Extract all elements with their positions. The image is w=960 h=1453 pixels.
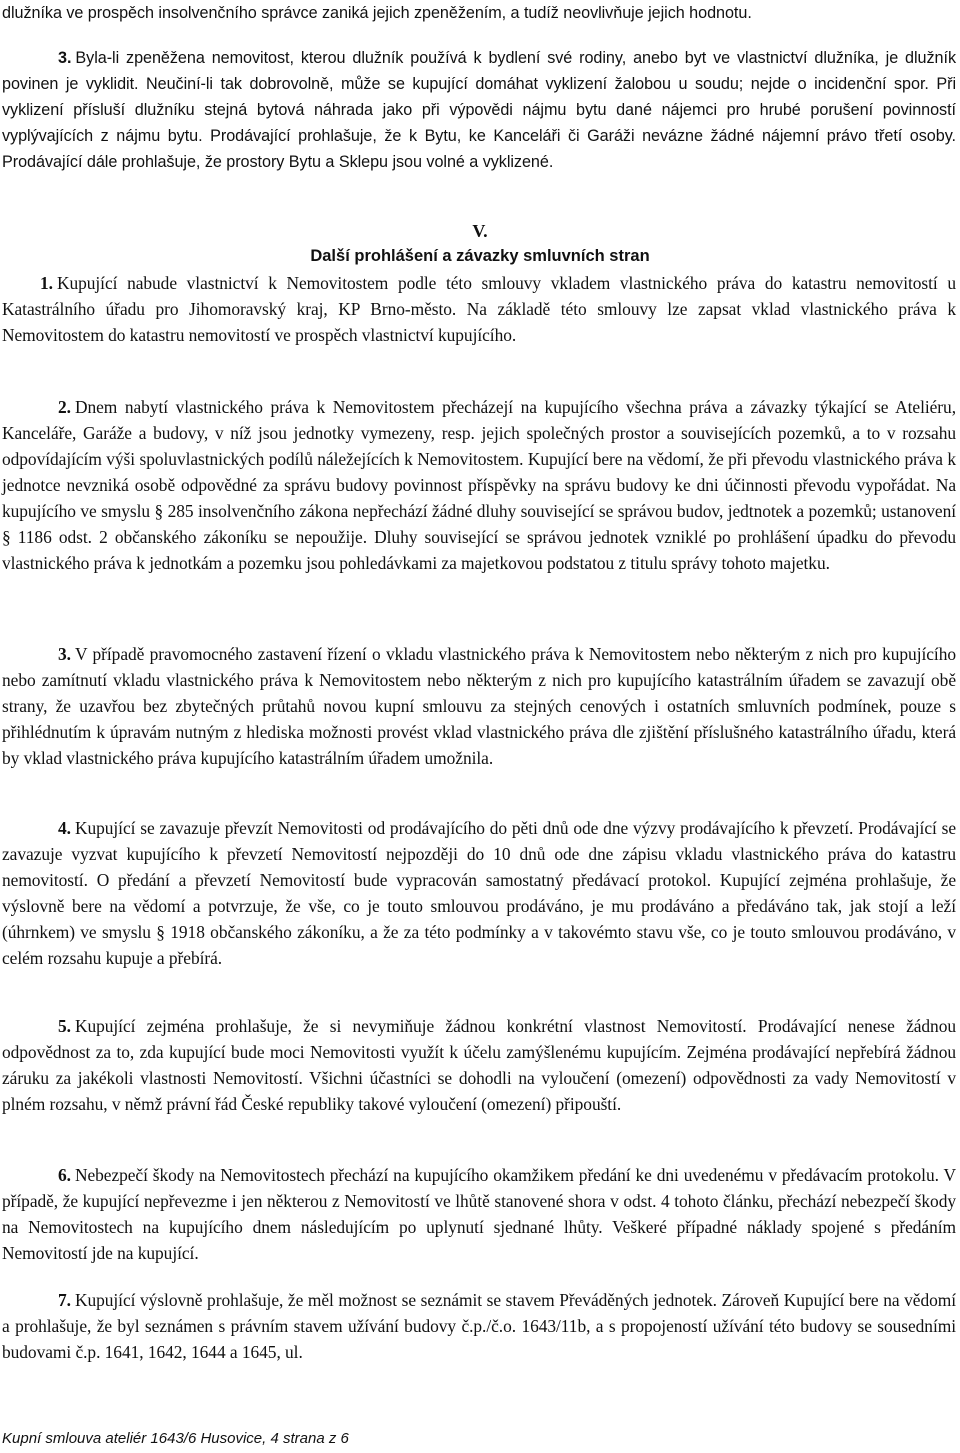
- section-title: Další prohlášení a závazky smluvních stran: [310, 247, 650, 265]
- section-number: V.: [472, 221, 488, 241]
- paragraph-number: 3.: [58, 644, 71, 664]
- paragraph-6: [2, 1162, 956, 1266]
- paragraph-3-insolvency: [2, 45, 956, 175]
- paragraph-number: 5.: [58, 1016, 71, 1036]
- paragraph-text: Kupující výslovně prohlašuje, že měl možnost se seznámit se stavem Převáděných jednotek. Zároveň Kupující bere na vědomí a prohlašuje, že byl seznámen s právním stavem užívání budovy č.p./č.o. 1643/11b, a s propojeností užívání této budovy se sousedními budovami č.p. 1641, 1642, 1644 a 1645, ul.: [2, 1290, 956, 1362]
- paragraph-text: Kupující zejména prohlašuje, že si nevymiňuje žádnou konkrétní vlastnost Nemovitostí. Prodávající nenese žádnou odpovědnost za to, zda kupující bude moci Nemovitosti využít k účelu zamýšlenému kupujícím. Zejména prodávající nepřebírá žádnou záruku za jakékoli vlastnosti Nemovitostí. Všichni účastníci se dohodli na vyloučení (omezení) odpovědnosti za vady Nemovitostí v plném rozsahu, v němž právní řád České republiky takové vyloučení (omezení) připouští.: [2, 1016, 956, 1114]
- paragraph-text: dlužníka ve prospěch insolvenčního správce zaniká jejich zpeněžením, a tudíž neovlivňuje jejich hodnotu.: [2, 4, 752, 22]
- paragraph-text: Byla-li zpeněžena nemovitost, kterou dlužník používá k bydlení své rodiny, anebo byt ve vlastnictví dlužníka, je dlužník povinen je vyklidit. Neučiní-li tak dobrovolně, může se kupující domáhat vyklizení žalobou u soudu; nejde o incidenční spor. Při vyklizení přísluší dlužníku stejná bytová náhrada jako při výpovědi nájmu bytu dané nájemci pro hrubé porušení povinností vyplývajících z nájmu bytu. Prodávající prohlašuje, že k Bytu, ke Kanceláři či Garáži neváznе žádné nájemní právo třetí osoby. Prodávající dále prohlašuje, že prostory Bytu a Sklepu jsou volné a vyklizené.: [2, 49, 956, 171]
- paragraph-number: 6.: [58, 1165, 71, 1185]
- paragraph-3: [2, 641, 956, 771]
- paragraph-number: 7.: [58, 1290, 71, 1310]
- paragraph-text: Kupující nabude vlastnictví k Nemovitostem podle této smlouvy vkladem vlastnického práva do katastru nemovitostí u Katastrálního úřadu pro Jihomoravský kraj, KP Brno-město. Na základě této smlouvy lze zapsat vklad vlastnického práva k Nemovitostem do katastru nemovitostí ve prospěch vlastnictví kupujícího.: [2, 273, 956, 345]
- paragraph-5: [2, 1013, 956, 1117]
- paragraph-4: [2, 815, 956, 971]
- paragraph-text: V případě pravomocného zastavení řízení o vkladu vlastnického práva k Nemovitostem nebo některým z nich pro kupujícího nebo zamítnutí vkladu vlastnického práva k Nemovitostem nebo některým z nich pro kupujícího katastrálním úřadem se zavazují obě strany, že uzavřou bez zbytečných průtahů novou kupní smlouvu za stejných cenových i ostatních smluvních podmínek, pouze s přihlédnutím k úpravám nutným z hlediska možnosti provést vklad vlastnického práva dle zjištění příslušného katastrálního úřadu, která by vklad vlastnického práva kupujícího katastrálním úřadem umožnila.: [2, 644, 956, 768]
- paragraph-text: Nebezpečí škody na Nemovitostech přechází na kupujícího okamžikem předání ke dni uvedenému v předávacím protokolu. V případě, že kupující nepřevezme i jen některou z Nemovitostí ve lhůtě stanovené shora v odst. 4 tohoto článku, přechází nebezpečí škody na Nemovitostech na kupujícího dnem následujícím po uplynutí sjednané lhůty. Veškeré případné náklady spojené s předáním Nemovitostí jde na kupující.: [2, 1165, 956, 1263]
- paragraph-number: 3.: [58, 49, 72, 67]
- paragraph-text: Dnem nabytí vlastnického práva k Nemovitostem přecházejí na kupujícího všechna práva a závazky týkající se Ateliéru, Kanceláře, Garáže a budovy, v níž jsou jednotky vymezeny, resp. jejich společných prostor a souvisejících pozemků, a to v rozsahu odpovídajícím výši spoluvlastnických podílů náležejících k Nemovitostem. Kupující bere na vědomí, že při převodu vlastnického práva k jednotce nevzniká osobě odpovědné za správu budovy povinnost příspěvky na správu budovy ke dni účinnosti převodu vypořádat. Na kupujícího ve smyslu § 285 insolvenčního zákona nepřechází žádné dluhy související se správou budov, jedtnotek a pozemků; ustanovení § 1186 odst. 2 občanského zákoníku se nepoužije. Dluhy související se správou jednotek vzniklé po prohlášení úpadku do převodu vlastnického práva k jednotkám a pozemku jsou pohledávkami za majetkovou podstatou z titulu správy tohoto majetku.: [2, 397, 956, 573]
- paragraph-number: 4.: [58, 818, 71, 838]
- page-footer: Kupní smlouva ateliér 1643/6 Husovice, 4 strana z 6: [2, 1430, 349, 1447]
- paragraph-number: 2.: [58, 397, 71, 417]
- paragraph-fragment-top: [2, 0, 956, 26]
- paragraph-2: [2, 394, 956, 576]
- paragraph-number: 1.: [40, 273, 53, 293]
- paragraph-1: [2, 270, 956, 348]
- paragraph-7: [2, 1287, 956, 1365]
- paragraph-text: Kupující se zavazuje převzít Nemovitosti od prodávajícího do pěti dnů ode dne výzvy prodávajícího k převzetí. Prodávající se zavazuje vyzvat kupujícího k převzetí Nemovitostí nejpozději do 10 dnů ode dne zápisu vkladu vlastnického práva do katastru nemovitostí. O předání a převzetí Nemovitostí bude vypracován samostatný předávací protokol. Kupující zejména prohlašuje, že výslovně bere na vědomí a potvrzuje, že vše, co je touto smlouvou prodáváno, je mu prodáváno a předáváno tak, jak stojí a leží (úhrnkem) ve smyslu § 1918 občanského zákoníku, a že za této podmínky a v takovémto stavu vše, co je touto smlouvou prodáváno, v celém rozsahu kupuje a přebírá.: [2, 818, 956, 968]
